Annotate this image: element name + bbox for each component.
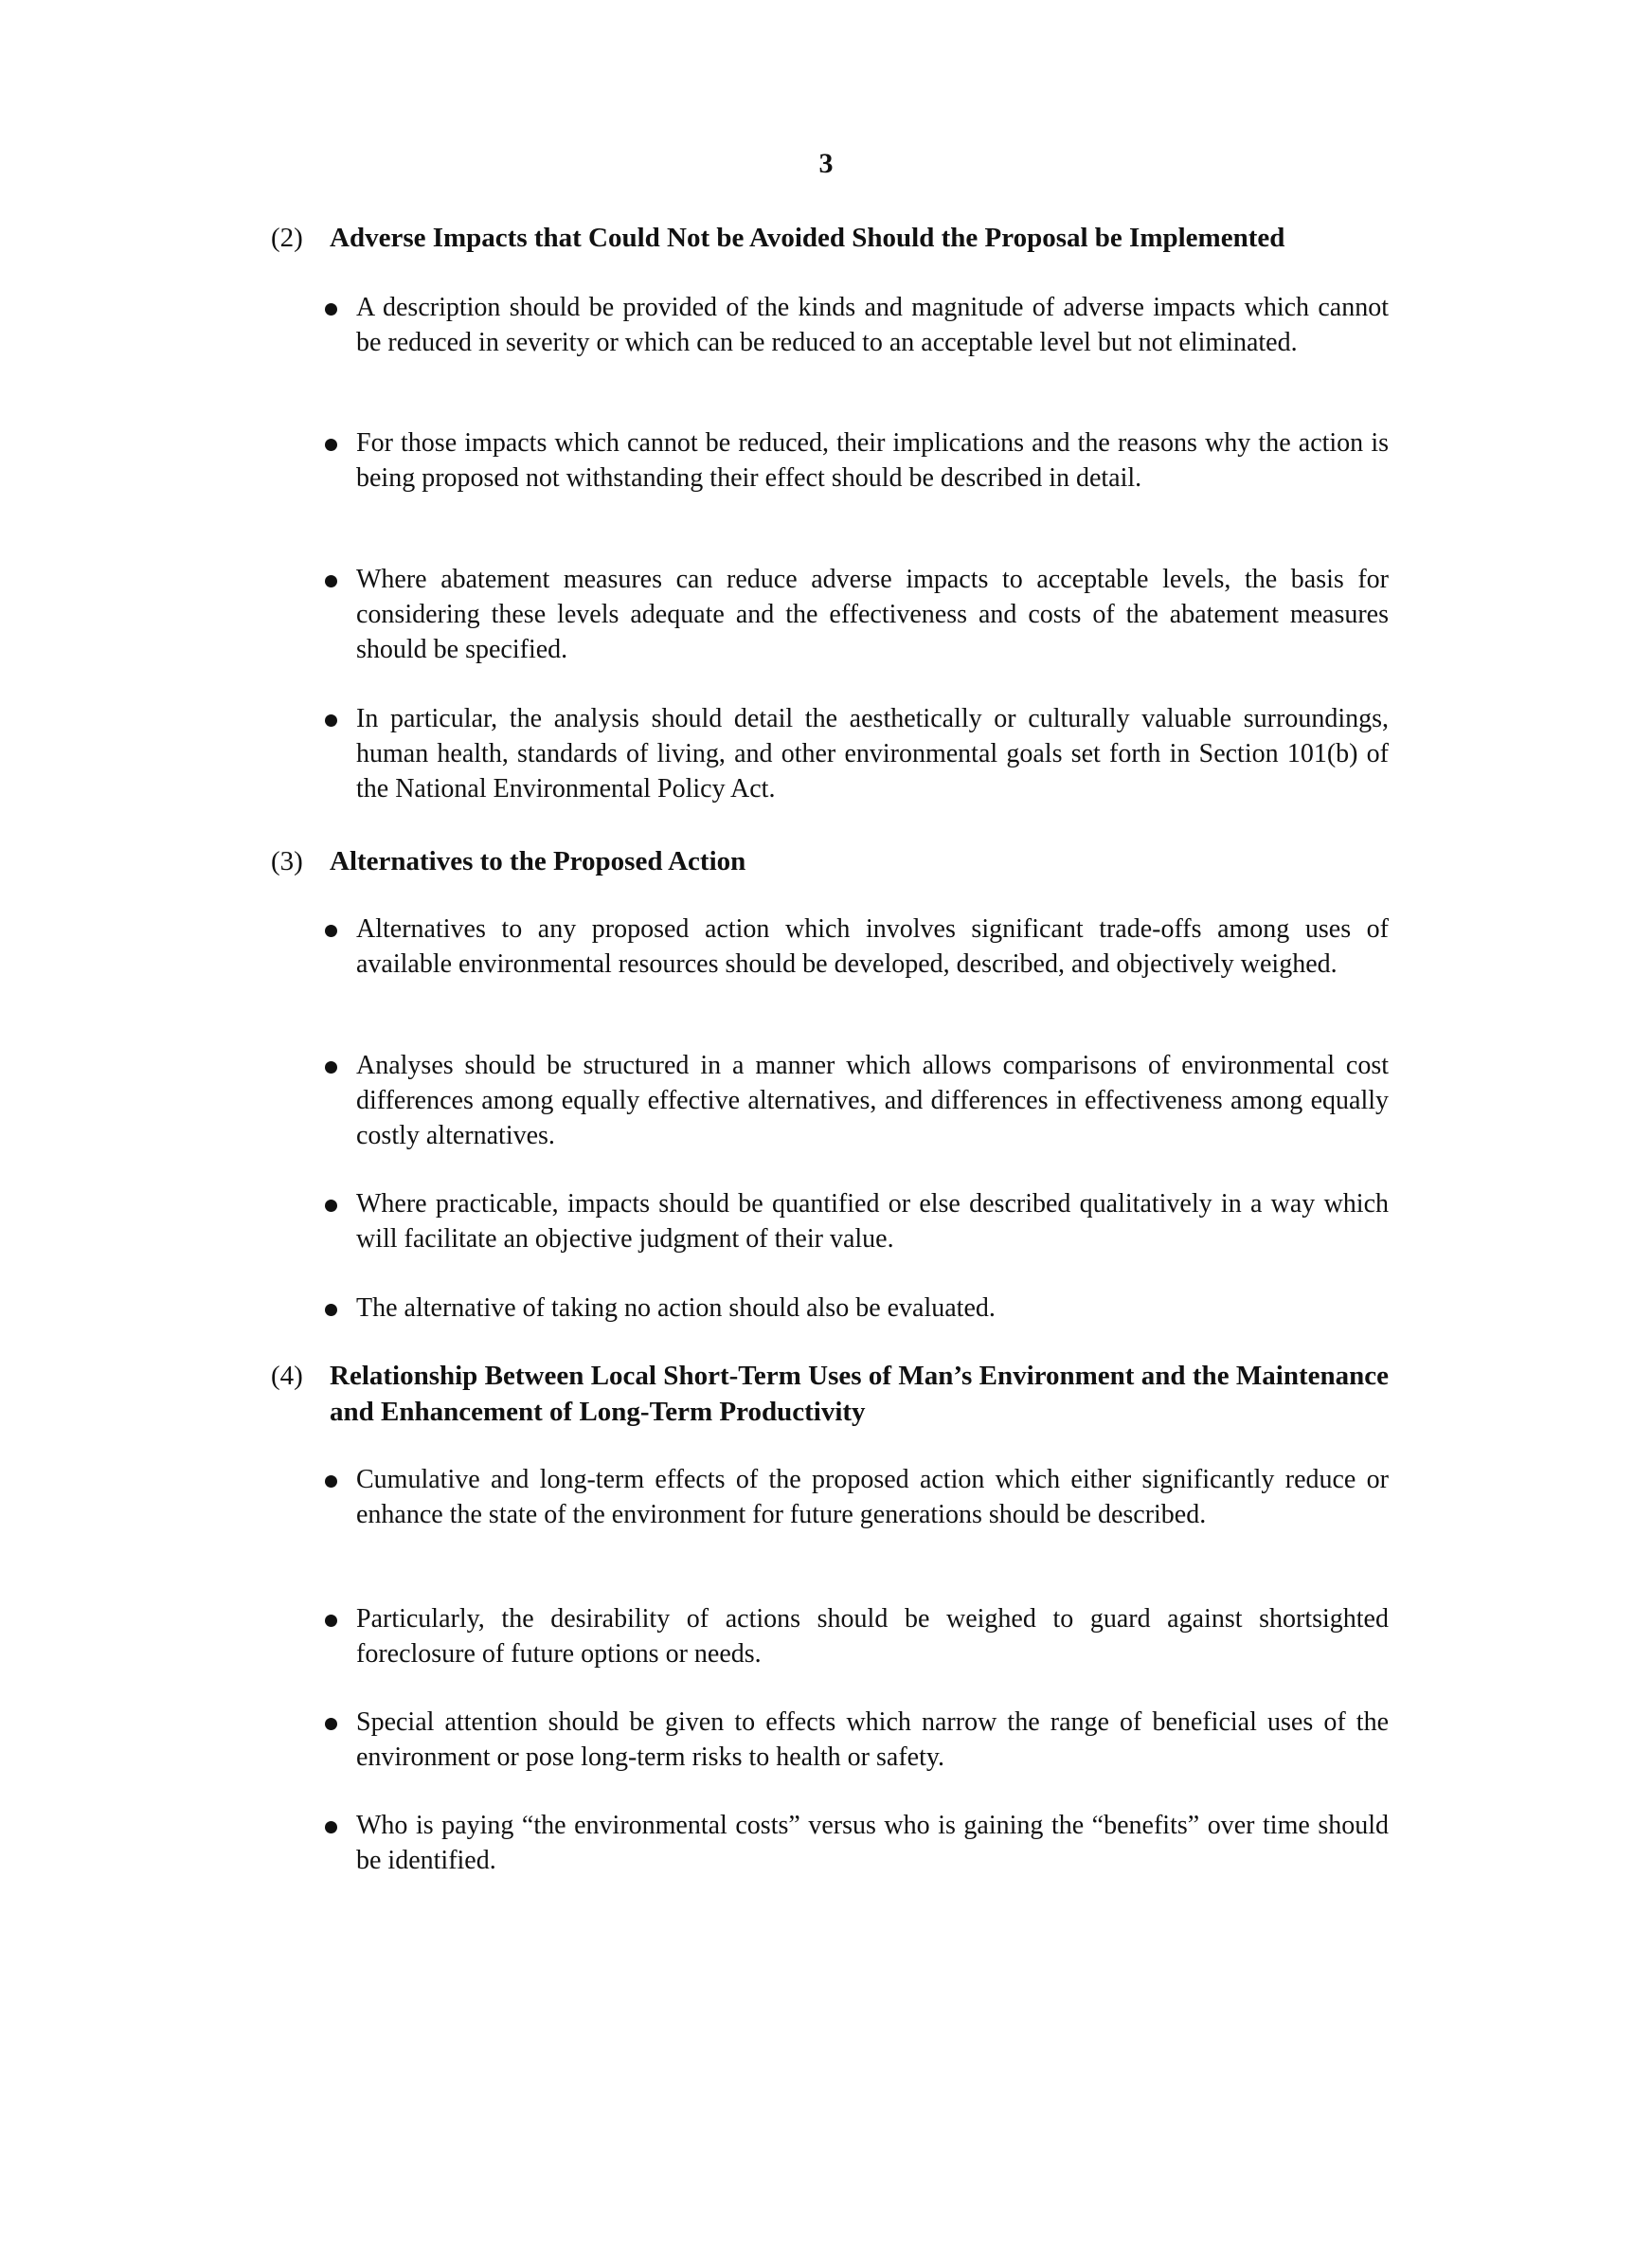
bullet-icon (325, 1200, 337, 1212)
list-item (271, 562, 1389, 667)
section-heading (271, 843, 1389, 879)
bullet-list (271, 290, 1389, 360)
bullet-text: Special attention should be given to effects which narrow the range of beneficial uses of the environment or pose long-term risks to health or safety. (356, 1707, 1389, 1772)
section-title: Adverse Impacts that Could Not be Avoided Should the Proposal be Implemented (330, 223, 1285, 253)
section-number: (4) (271, 1361, 303, 1391)
list-item (271, 1186, 1389, 1256)
section-heading (271, 1358, 1389, 1430)
list-item (271, 1808, 1389, 1878)
bullet-text: Analyses should be structured in a manner which allows comparisons of environmental cost differences among equally effective alternatives, and differences in effectiveness among equally costly alternatives. (356, 1051, 1389, 1150)
list-item (271, 1048, 1389, 1153)
bullet-icon (325, 1061, 337, 1074)
bullet-icon (325, 575, 337, 587)
list-item (271, 1462, 1389, 1532)
list-item (271, 1291, 1389, 1326)
bullet-text: Where abatement measures can reduce adverse impacts to acceptable levels, the basis for considering these levels adequate and the effectiveness and costs of the abatement measures should be specified. (356, 565, 1389, 664)
bullet-list (271, 425, 1389, 496)
bullet-list (271, 1048, 1389, 1153)
section-alternatives (271, 843, 1389, 879)
list-item (271, 425, 1389, 496)
bullet-text: Alternatives to any proposed action which involves significant trade-offs among uses of available environmental resources should be developed, described, and objectively weighed. (356, 914, 1389, 979)
bullet-list (271, 1291, 1389, 1326)
bullet-list (271, 1601, 1389, 1671)
page-number: 3 (818, 148, 834, 179)
bullet-icon (325, 714, 337, 727)
list-item (271, 1601, 1389, 1671)
bullet-list (271, 1462, 1389, 1532)
section-heading (271, 220, 1389, 256)
bullet-list (271, 912, 1389, 982)
bullet-icon (325, 303, 337, 316)
list-item (271, 912, 1389, 982)
section-number: (2) (271, 223, 303, 253)
list-item (271, 290, 1389, 360)
bullet-text: Where practicable, impacts should be quantified or else described qualitatively in a way which will facilitate an objective judgment of their value. (356, 1189, 1389, 1254)
list-item (271, 701, 1389, 806)
bullet-icon (325, 1615, 337, 1627)
section-adverse-impacts (271, 220, 1389, 256)
bullet-list (271, 562, 1389, 667)
bullet-list (271, 701, 1389, 806)
bullet-icon (325, 1304, 337, 1316)
bullet-list (271, 1808, 1389, 1878)
section-title: Alternatives to the Proposed Action (330, 846, 746, 876)
list-item (271, 1705, 1389, 1775)
bullet-text: Particularly, the desirability of actions should be weighed to guard against shortsighted foreclosure of future options or needs. (356, 1604, 1389, 1669)
bullet-icon (325, 1475, 337, 1488)
bullet-list (271, 1705, 1389, 1775)
section-relationship (271, 1358, 1389, 1430)
section-title: Relationship Between Local Short-Term Uses of Man’s Environment and the Maintenance and Enhancement of Long-Term Productivity (330, 1361, 1389, 1427)
bullet-list (271, 1186, 1389, 1256)
bullet-text: In particular, the analysis should detail the aesthetically or culturally valuable surroundings, human health, standards of living, and other environmental goals set forth in Section 101(b) of the National Environmental Policy Act. (356, 704, 1389, 803)
bullet-icon (325, 1821, 337, 1833)
bullet-icon (325, 439, 337, 451)
bullet-text: For those impacts which cannot be reduced, their implications and the reasons why the action is being proposed not withstanding their effect should be described in detail. (356, 428, 1389, 493)
bullet-icon (325, 1718, 337, 1730)
bullet-text: The alternative of taking no action should also be evaluated. (356, 1293, 996, 1323)
bullet-text: A description should be provided of the kinds and magnitude of adverse impacts which cannot be reduced in severity or which can be reduced to an acceptable level but not eliminated. (356, 293, 1389, 357)
bullet-text: Who is paying “the environmental costs” versus who is gaining the “benefits” over time should be identified. (356, 1811, 1389, 1875)
bullet-text: Cumulative and long-term effects of the proposed action which either significantly reduce or enhance the state of the environment for future generations should be described. (356, 1465, 1389, 1529)
section-number: (3) (271, 846, 303, 876)
bullet-icon (325, 925, 337, 937)
